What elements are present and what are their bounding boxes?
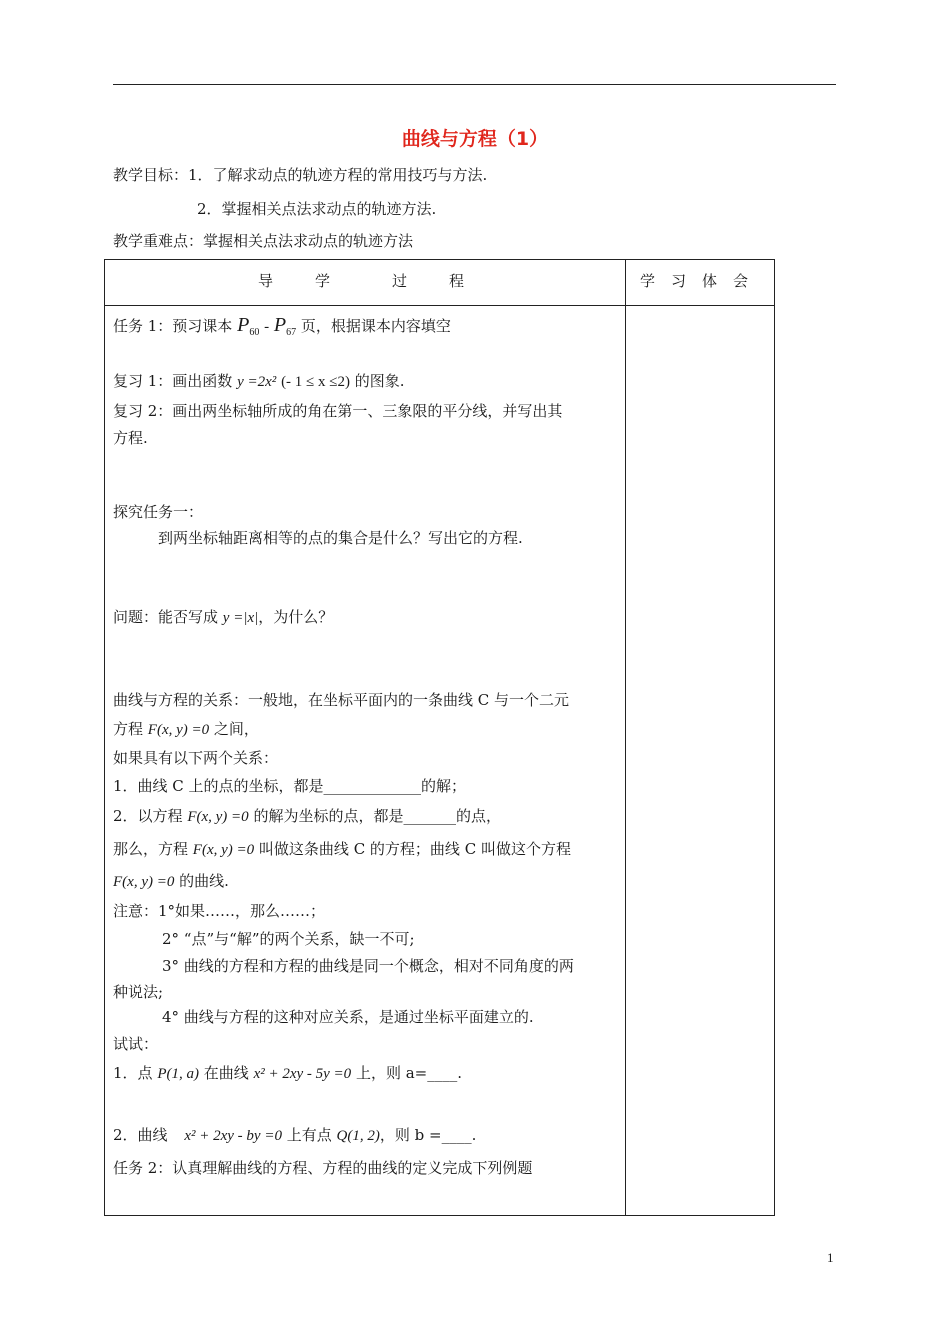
review1-math: y =2x²: [237, 374, 277, 390]
col2-header: [640, 270, 748, 291]
task1-suffix: 页，根据课本内容填空: [300, 317, 451, 335]
objective-item-1: 1．了解求动点的轨迹方程的常用技巧与方法.: [188, 166, 488, 184]
review2-line1: 复习 2：画出两坐标轴所成的角在第一、三象限的平分线，并写出其: [113, 402, 563, 420]
task1-sub67: 67: [286, 327, 297, 338]
relation-item2-a: 2．以方程: [113, 807, 183, 825]
objectives-line1: [113, 164, 487, 185]
page-number: 1: [827, 1250, 834, 1265]
try2-curve: x² + 2xy - by =0: [184, 1128, 282, 1144]
objectives-label: 教学目标：: [113, 166, 189, 184]
then2-math: F(x, y) =0: [113, 874, 175, 890]
relation-line2-math: F(x, y) =0: [147, 722, 210, 738]
explore-title: 探究任务一：: [113, 503, 204, 521]
question-suffix: ，为什么？: [258, 608, 334, 626]
relation-item2-math: F(x, y) =0: [187, 809, 249, 825]
review1-prefix: 复习 1：画出函数: [113, 372, 233, 390]
col1-header-char: 导: [258, 272, 274, 290]
task1: [113, 314, 451, 338]
try1-c: 上，则 a=____.: [355, 1064, 463, 1082]
col2-header-char: 体: [702, 272, 718, 290]
relation-item2: [113, 805, 501, 826]
then2-b: 的曲线.: [179, 872, 229, 890]
try1-b: 在曲线: [203, 1064, 249, 1082]
then-b: 叫做这条曲线 C 的方程；曲线 C 叫做这个方程: [258, 840, 571, 858]
col2-header-char: 习: [671, 272, 687, 290]
task1-p: P: [237, 314, 250, 336]
question: [113, 606, 333, 627]
review2-line2: 方程.: [113, 429, 148, 447]
task1-sub60: 60: [249, 327, 260, 338]
try2-b: 上有点: [286, 1126, 332, 1144]
question-prefix: 问题：能否写成: [113, 608, 219, 626]
relation-line3: 如果具有以下两个关系：: [113, 749, 279, 767]
relation-item1: 1．曲线 C 上的点的坐标，都是_____________的解；: [113, 777, 467, 795]
note-4: 4° 曲线与方程的这种对应关系，是通过坐标平面建立的.: [162, 1008, 534, 1026]
task1-p2: P: [273, 314, 287, 336]
note-1: 注意：1°如果……，那么……；: [113, 902, 326, 920]
then-line2: [113, 870, 229, 891]
page-title: 曲线与方程（1）: [401, 128, 549, 150]
note-2: 2° “点”与“解”的两个关系，缺一不可;: [162, 930, 415, 948]
note-3-line1: 3° 曲线的方程和方程的曲线是同一个概念，相对不同角度的两: [162, 957, 574, 975]
note-3-line2: 种说法;: [113, 983, 164, 1001]
col1-header-char: 学: [315, 272, 331, 290]
try-title: 试试：: [113, 1035, 159, 1053]
try2-c: ，则 b =____.: [379, 1126, 477, 1144]
relation-item2-b: 的解为坐标的点，都是_______的点，: [253, 807, 501, 825]
review1: [113, 370, 405, 391]
objective-item-2: 2．掌握相关点法求动点的轨迹方法.: [197, 200, 437, 218]
col2-header-char: 学: [640, 272, 656, 290]
review1-range: (- 1 ≤ x ≤2): [281, 374, 351, 390]
try2-point: Q(1, 2): [336, 1128, 380, 1144]
then-a: 那么，方程: [113, 840, 189, 858]
try1-curve: x² + 2xy - 5y =0: [253, 1066, 352, 1082]
col1-header-char: 过: [392, 272, 408, 290]
try-item1: [113, 1062, 462, 1083]
relation-line2-a: 方程: [113, 720, 144, 738]
try1-point: P(1, a): [157, 1066, 199, 1082]
relation-line2-b: 之间，: [213, 720, 259, 738]
col1-header: [258, 270, 464, 291]
try-item2: [113, 1124, 476, 1145]
try1-a: 1．点: [113, 1064, 153, 1082]
table-header-divider: [104, 305, 774, 306]
key-points: 教学重难点：掌握相关点法求动点的轨迹方法: [113, 232, 414, 250]
col2-header-char: 会: [733, 272, 749, 290]
explore-question: 到两坐标轴距离相等的点的集合是什么？写出它的方程.: [158, 529, 523, 547]
then-line: [113, 838, 571, 859]
relation-line1: 曲线与方程的关系：一般地，在坐标平面内的一条曲线 C 与一个二元: [113, 691, 570, 709]
col1-header-char: 程: [449, 272, 465, 290]
header-rule: [113, 84, 836, 85]
question-math: y =|x|: [222, 610, 259, 626]
task2: 任务 2：认真理解曲线的方程、方程的曲线的定义完成下列例题: [113, 1159, 533, 1177]
task1-dash: -: [264, 319, 270, 335]
task1-prefix: 任务 1：预习课本: [113, 317, 233, 335]
then-math: F(x, y) =0: [192, 842, 255, 858]
table-column-divider: [625, 259, 626, 1215]
try2-a: 2．曲线: [113, 1126, 168, 1144]
relation-line2: [113, 718, 259, 739]
review1-suffix: 的图象.: [354, 372, 405, 390]
